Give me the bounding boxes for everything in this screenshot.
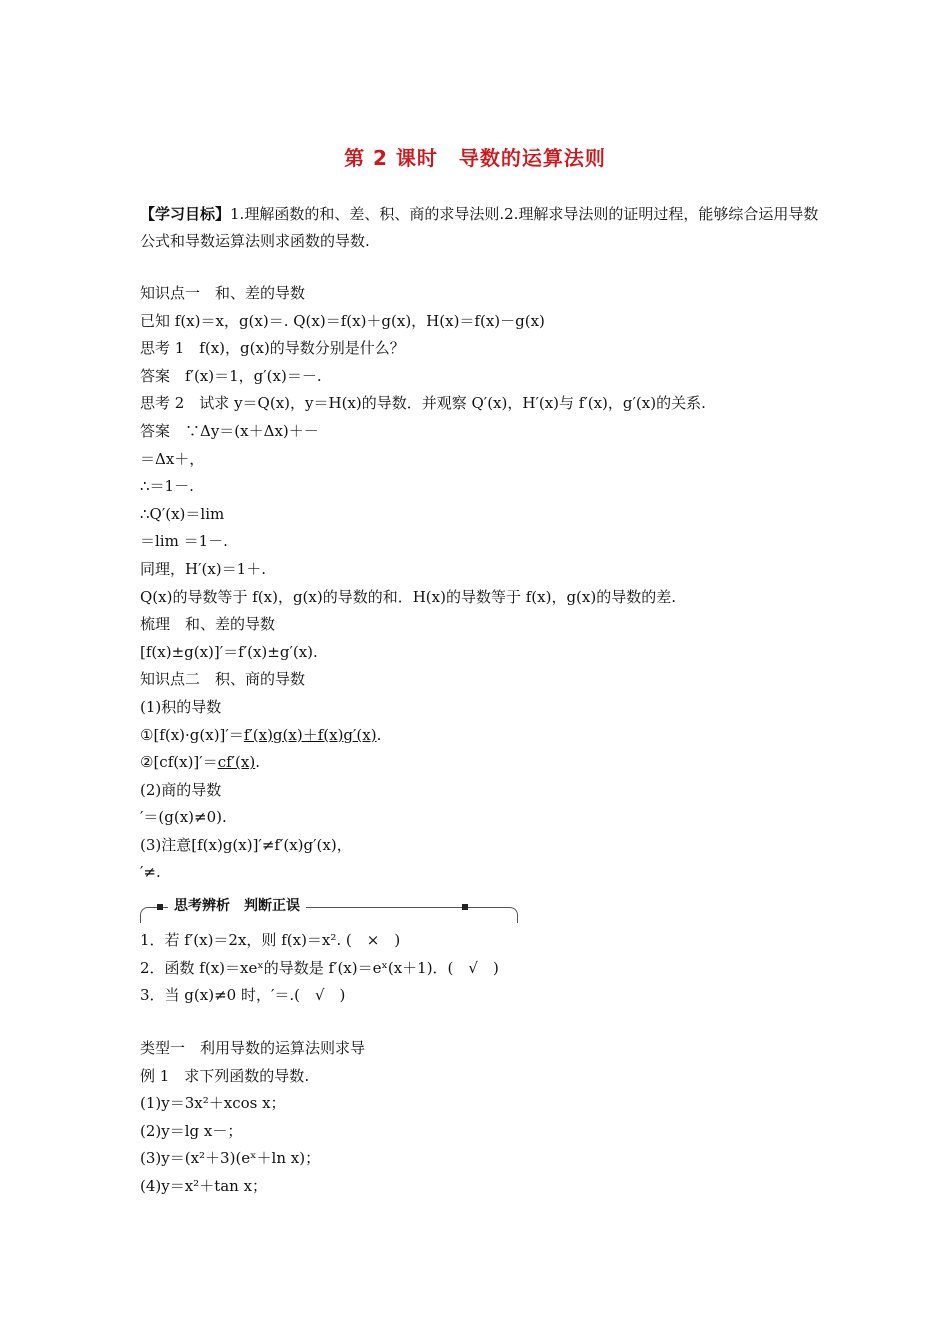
page-title: 第 2 课时 导数的运算法则 xyxy=(344,146,606,170)
text-line: (4)y＝x²＋tan x； xyxy=(140,1176,268,1195)
thinking-banner xyxy=(140,897,518,923)
text-line: (3)y＝(x²＋3)(eˣ＋ln x)； xyxy=(140,1149,321,1168)
judge-item: 2．函数 f(x)＝xeˣ的导数是 f′(x)＝eˣ(x＋1)．( √ ) xyxy=(140,958,499,977)
text-line: (1)y＝3x²＋xcos x； xyxy=(140,1094,286,1113)
text-line: (2)y＝lg x－； xyxy=(140,1121,243,1140)
product-rule-prefix: ①[f(x)·g(x)]′＝ xyxy=(140,725,244,744)
constant-rule xyxy=(140,749,840,777)
objective-tag: 【学习目标】 xyxy=(140,205,231,223)
type-section xyxy=(140,1035,840,1201)
text-line: (1)积的导数 xyxy=(140,697,222,716)
banner-label: 思考辨析 判断正误 xyxy=(168,896,306,916)
text-line: ＝lim ＝1－. xyxy=(140,532,228,551)
text-line: (3)注意[f(x)g(x)]′≠f′(x)g′(x)， xyxy=(140,835,352,854)
product-rule-suffix: . xyxy=(376,725,382,744)
constant-rule-suffix: . xyxy=(255,753,260,772)
constant-rule-answer: cf′(x) xyxy=(217,753,256,772)
text-line: 例 1 求下列函数的导数. xyxy=(140,1066,310,1085)
product-rule-answer: f′(x)g(x)＋f(x)g′(x) xyxy=(243,725,377,744)
text-line: 答案 ∵Δy＝(x＋Δx)＋－ xyxy=(140,421,319,440)
judge-list xyxy=(140,927,840,1010)
banner-square-icon xyxy=(157,904,163,910)
learning-objective xyxy=(140,201,820,255)
text-line: ′≠. xyxy=(140,863,161,882)
objective-text: 1.理解函数的和、差、积、商的求导法则.2.理解求导法则的证明过程，能够综合运用导数公式和导数运算法则求函数的导数. xyxy=(140,205,819,250)
text-line: (2)商的导数 xyxy=(140,780,222,799)
text-line: 同理，H′(x)＝1＋. xyxy=(140,559,266,578)
banner-square-icon xyxy=(462,904,468,910)
knowledge-section xyxy=(140,280,840,887)
text-line: 知识点一 和、差的导数 xyxy=(140,284,306,302)
text-line: Q(x)的导数等于 f(x)，g(x)的导数的和．H(x)的导数等于 f(x)，g(x)的导数的差. xyxy=(140,587,676,606)
text-line: 答案 f′(x)＝1，g′(x)＝－. xyxy=(140,366,322,385)
text-line: ∴＝1－. xyxy=(140,477,194,496)
text-line: 思考 1 f(x)，g(x)的导数分别是什么？ xyxy=(140,339,405,358)
text-line: ＝Δx＋， xyxy=(140,449,205,468)
text-line: 已知 f(x)＝x，g(x)＝. Q(x)＝f(x)＋g(x)，H(x)＝f(x)－g(x) xyxy=(140,311,545,330)
text-line: [f(x)±g(x)]′＝f′(x)±g′(x). xyxy=(140,642,318,661)
product-rule xyxy=(140,722,840,750)
text-line: ′＝(g(x)≠0). xyxy=(140,808,227,827)
text-line: 知识点二 积、商的导数 xyxy=(140,670,306,689)
text-line: 梳理 和、差的导数 xyxy=(140,615,276,634)
text-line: 思考 2 试求 y＝Q(x)，y＝H(x)的导数．并观察 Q′(x)，H′(x)与 f′(x)，g′(x)的关系. xyxy=(140,394,706,413)
text-line: ∴Q′(x)＝lim xyxy=(140,504,225,523)
text-line: 类型一 利用导数的运算法则求导 xyxy=(140,1039,366,1057)
judge-item: 3．当 g(x)≠0 时，′＝.( √ ) xyxy=(140,986,346,1005)
judge-item: 1．若 f′(x)＝2x，则 f(x)＝x². ( × ) xyxy=(140,931,401,949)
constant-rule-prefix: ②[cf(x)]′＝ xyxy=(140,753,218,772)
